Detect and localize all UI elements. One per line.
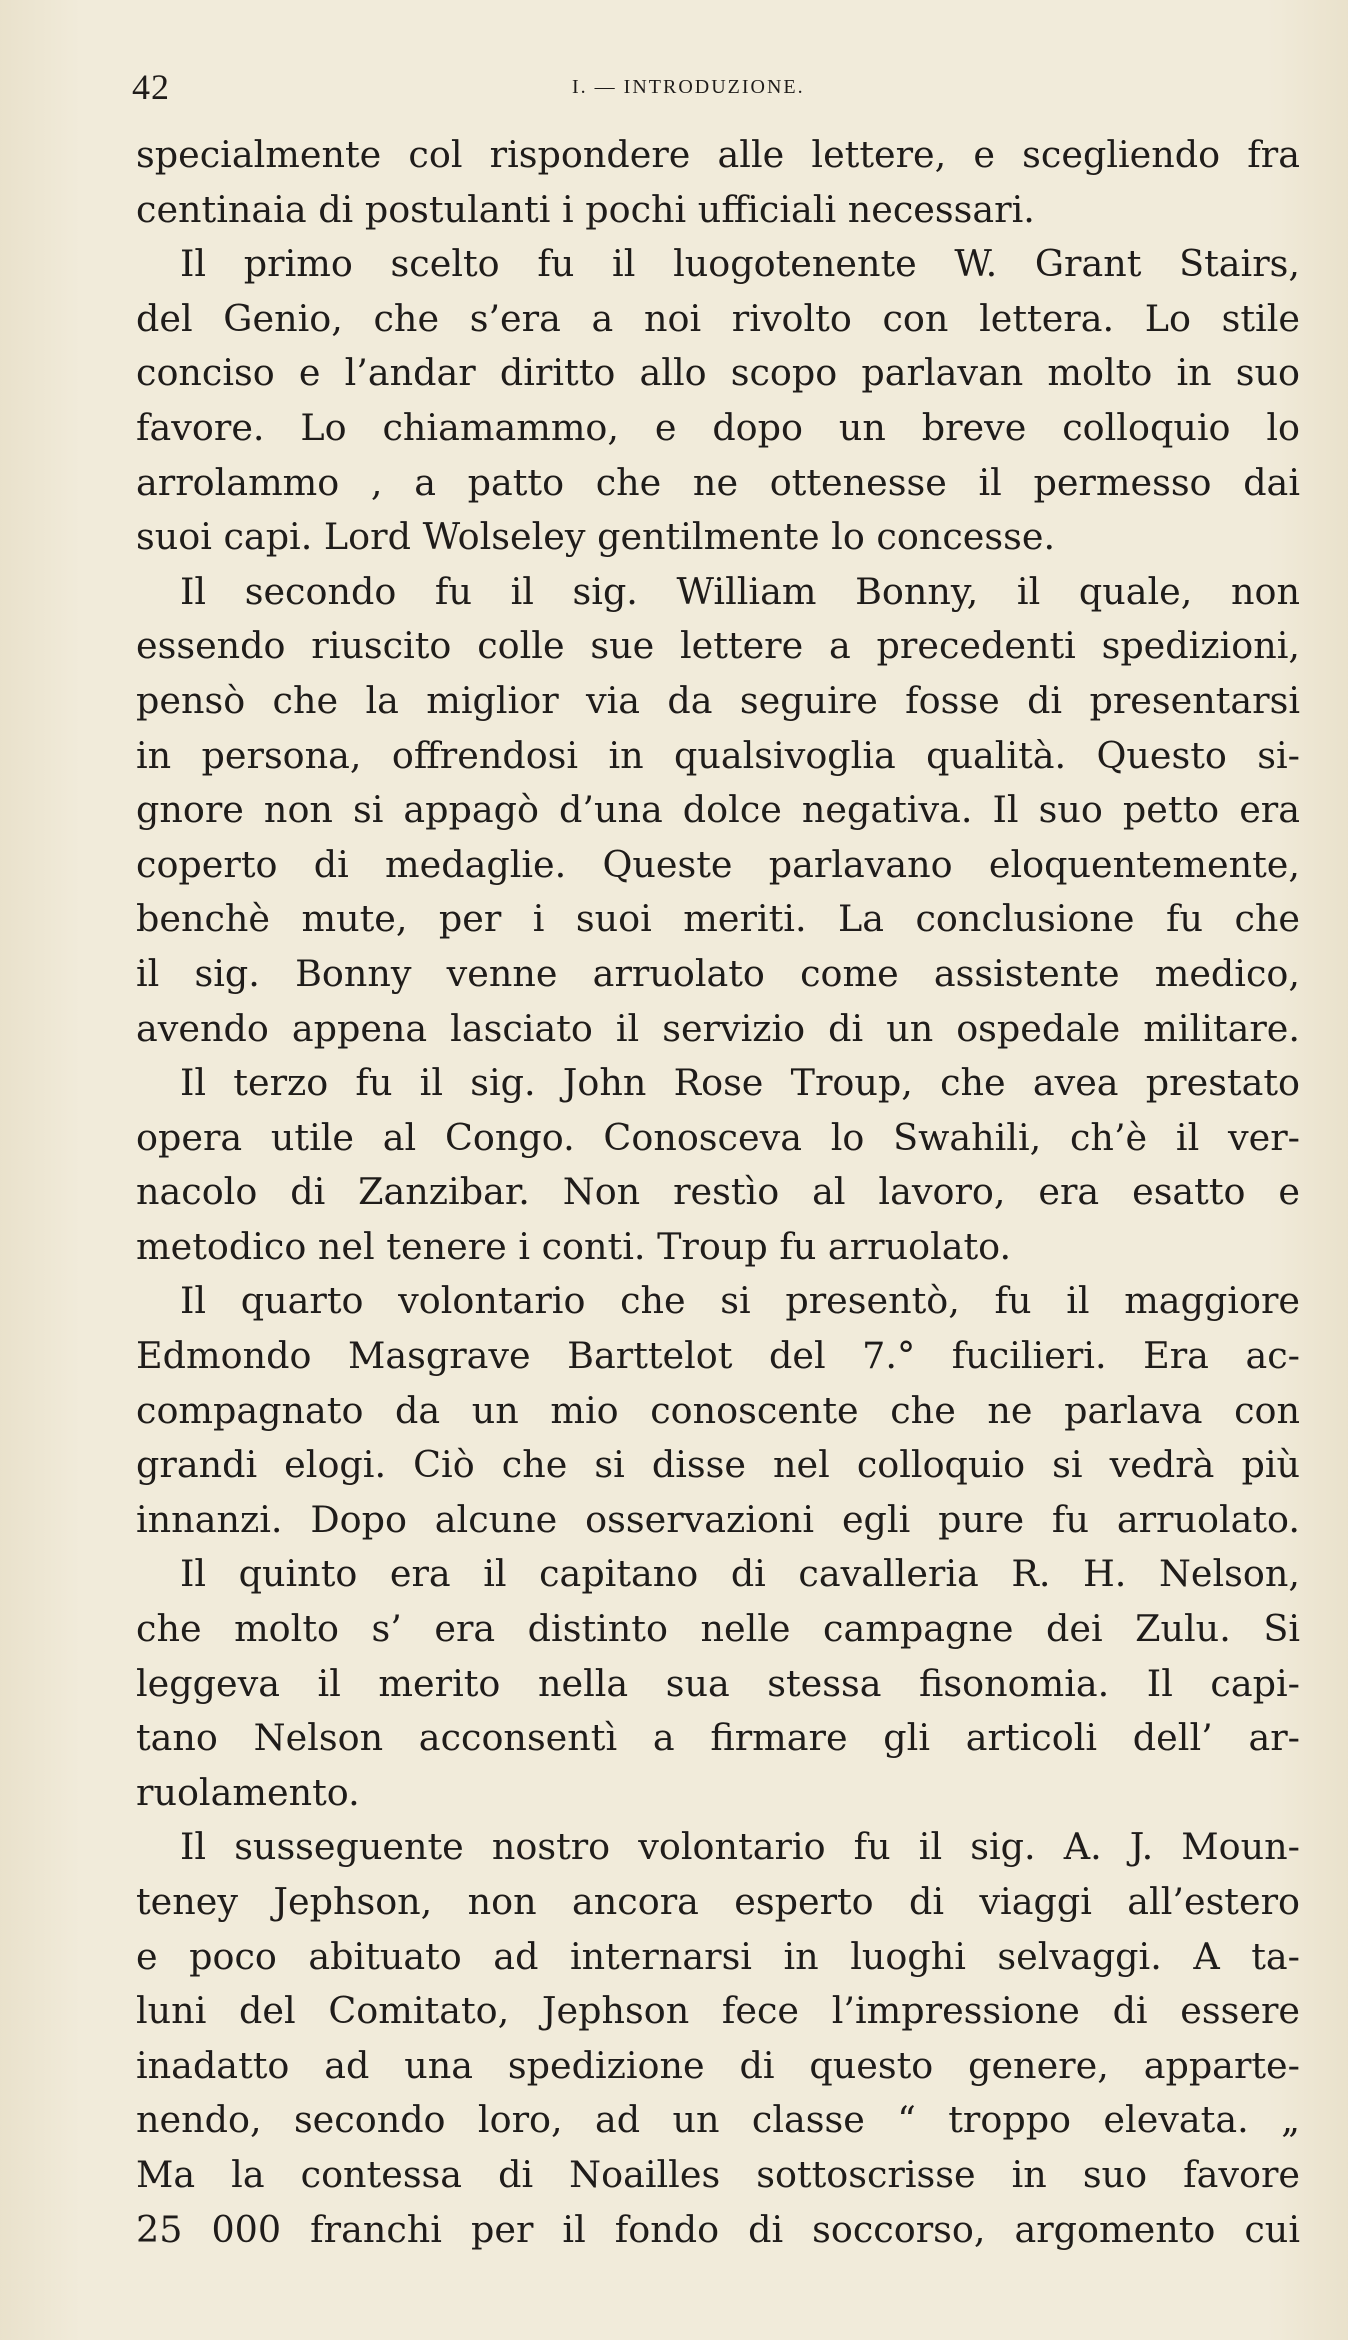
text-line: ruolamento. [136,1770,360,1814]
text-line: conciso e l’andar diritto allo scopo parlavan molto in suo [136,351,1300,395]
text-line: specialmente col rispondere alle lettere, e scegliendo fra [136,133,1300,176]
text-line: Il susseguente nostro volontario fu il sig. A. J. Moun- [180,1825,1300,1869]
text-line: metodico nel tenere i conti. Troup fu arruolato. [136,1224,1012,1268]
text-line: arrolammo , a patto che ne ottenesse il permesso dai [136,460,1300,504]
text-line: Ma la contessa di Noailles sottoscrisse in suo favore [136,2152,1300,2196]
text-line: grandi elogi. Ciò che si disse nel colloquio si vedrà più [136,1443,1300,1487]
text-line: avendo appena lasciato il servizio di un ospedale militare. [136,1006,1300,1050]
text-line: suoi capi. Lord Wolseley gentilmente lo concesse. [136,515,1056,559]
text-line: gnore non si appagò d’una dolce negativa. Il suo petto era [136,788,1300,832]
text-line: Il terzo fu il sig. John Rose Troup, che avea prestato [180,1061,1300,1105]
text-line: il sig. Bonny venne arruolato come assistente medico, [136,951,1300,995]
text-line: in persona, offrendosi in qualsivoglia qualità. Questo si- [136,733,1300,777]
text-line: innanzi. Dopo alcune osservazioni egli pure fu arruolato. [136,1497,1300,1541]
text-line: centinaia di postulanti i pochi ufficiali necessari. [136,187,1035,231]
running-head: I. — INTRODUZIONE. [572,76,805,98]
text-line: luni del Comitato, Jephson fece l’impressione di essere [136,1989,1300,2033]
text-line: essendo riuscito colle sue lettere a precedenti spedizioni, [136,624,1300,668]
text-line: che molto s’ era distinto nelle campagne dei Zulu. Si [136,1607,1300,1651]
text-line: Edmondo Masgrave Barttelot del 7.° fucilieri. Era ac- [136,1334,1300,1378]
text-line: coperto di medaglie. Queste parlavano eloquentemente, [136,842,1300,886]
text-line: opera utile al Congo. Conosceva lo Swahili, ch’è il ver- [136,1115,1300,1159]
text-line: pensò che la miglior via da seguire fosse di presentarsi [136,678,1300,722]
text-line: Il quarto volontario che si presentò, fu il maggiore [180,1279,1300,1323]
text-line: 25 000 franchi per il fondo di soccorso, argomento cui [136,2207,1300,2251]
text-line: compagnato da un mio conoscente che ne parlava con [136,1388,1300,1432]
text-line: nacolo di Zanzibar. Non restìo al lavoro, era esatto e [136,1170,1300,1214]
page-number: 42 [132,67,170,107]
text-line: tano Nelson acconsentì a firmare gli articoli dell’ ar- [136,1716,1300,1760]
text-line: Il primo scelto fu il luogotenente W. Grant Stairs, [180,242,1300,286]
text-line: inadatto ad una spedizione di questo genere, apparte- [136,2043,1300,2087]
page-header [132,62,1302,107]
body-text [136,128,1300,2257]
text-line: Il secondo fu il sig. William Bonny, il quale, non [180,569,1300,613]
text-line: del Genio, che s’era a noi rivolto con lettera. Lo stile [136,296,1300,340]
text-line: teney Jephson, non ancora esperto di viaggi all’estero [136,1880,1300,1923]
text-line: Il quinto era il capitano di cavalleria R. H. Nelson, [180,1552,1300,1596]
text-line: leggeva il merito nella sua stessa fisonomia. Il capi- [136,1661,1300,1705]
text-line: e poco abituato ad internarsi in luoghi selvaggi. A ta- [136,1934,1300,1978]
text-line: nendo, secondo loro, ad un classe “ troppo elevata. „ [136,2098,1300,2142]
text-line: benchè mute, per i suoi meriti. La conclusione fu che [136,897,1300,941]
text-line: favore. Lo chiamammo, e dopo un breve colloquio lo [136,405,1300,449]
